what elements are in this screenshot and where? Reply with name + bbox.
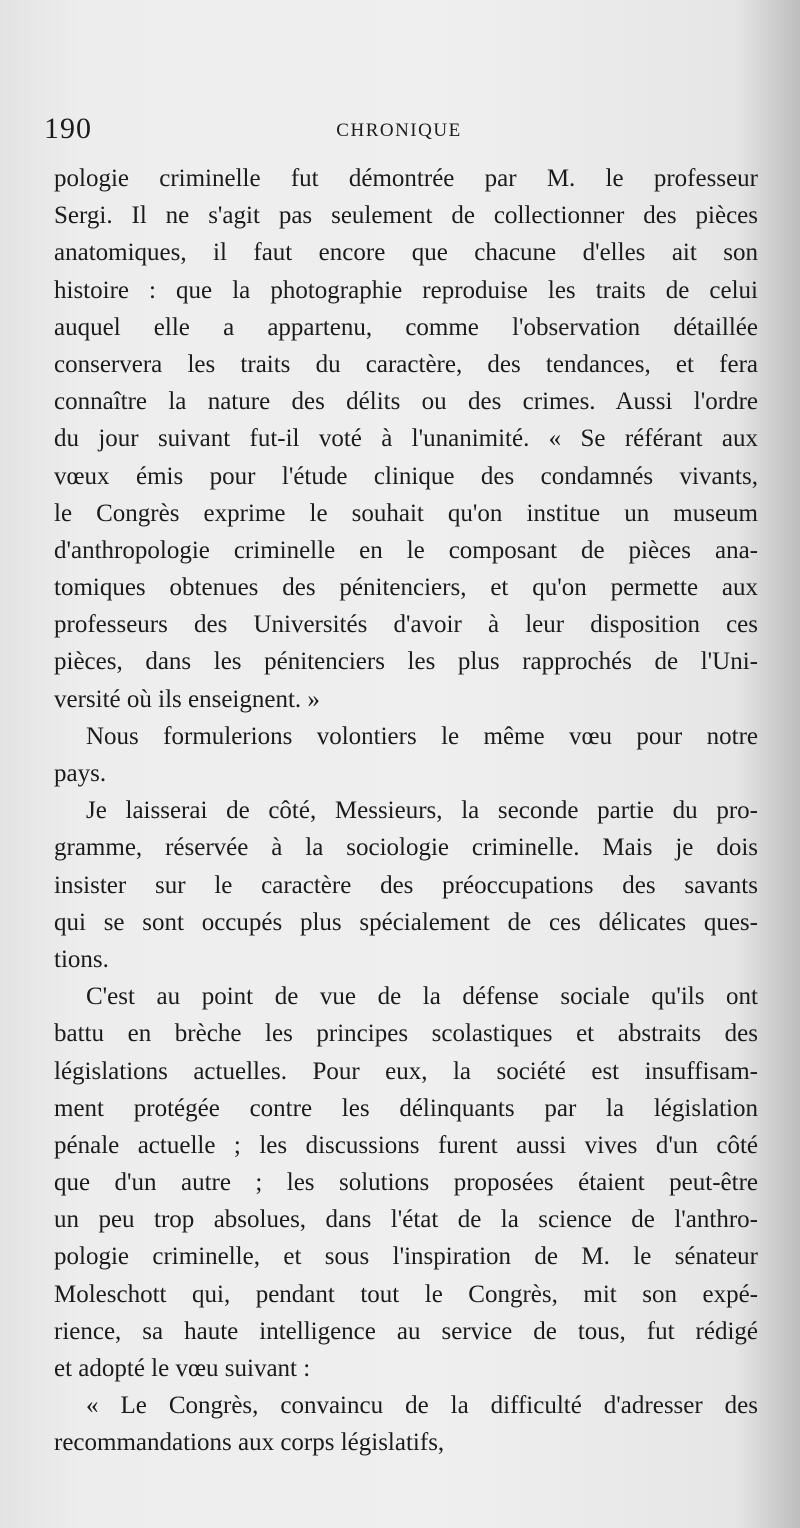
text-line: pièces, dans les pénitenciers les plus rapprochés de l'Uni-: [54, 648, 758, 676]
text-line: rience, sa haute intelligence au service de tous, fut rédigé: [54, 1317, 758, 1345]
text-line: pologie criminelle, et sous l'inspiration de M. le sénateur: [54, 1243, 758, 1271]
body-text: [54, 160, 758, 1462]
text-line: recommandations aux corps législatifs,: [54, 1429, 445, 1457]
text-line: insister sur le caractère des préoccupations des savants: [54, 871, 758, 899]
text-line: « Le Congrès, convaincu de la difficulté d'adresser des: [86, 1392, 758, 1420]
text-line: histoire : que la photographie reproduise les traits de celui: [54, 276, 758, 304]
text-line: Je laisserai de côté, Messieurs, la seconde partie du pro-: [86, 797, 758, 825]
running-head: CHRONIQUE: [336, 120, 462, 141]
text-line: Nous formulerions volontiers le même vœu pour notre: [86, 722, 758, 750]
text-line: qui se sont occupés plus spécialement de ces délicates ques-: [54, 908, 758, 936]
text-line: pologie criminelle fut démontrée par M. le professeur: [54, 165, 758, 192]
text-line: anatomiques, il faut encore que chacune d'elles ait son: [54, 239, 758, 267]
text-line: professeurs des Universités d'avoir à leur disposition ces: [54, 611, 758, 639]
text-line: battu en brèche les principes scolastiques et abstraits des: [54, 1020, 758, 1048]
text-line: auquel elle a appartenu, comme l'observation détaillée: [54, 313, 758, 341]
text-line: gramme, réservée à la sociologie criminelle. Mais je dois: [54, 834, 758, 862]
text-line: et adopté le vœu suivant :: [54, 1355, 311, 1382]
text-line: vœux émis pour l'étude clinique des condamnés vivants,: [54, 462, 758, 490]
text-line: le Congrès exprime le souhait qu'on institue un museum: [54, 499, 758, 527]
text-line: pays.: [54, 760, 107, 787]
text-line: du jour suivant fut-il voté à l'unanimité. « Se référant aux: [54, 425, 758, 453]
text-line: conservera les traits du caractère, des tendances, et fera: [54, 350, 758, 378]
text-line: Moleschott qui, pendant tout le Congrès, mit son expé-: [54, 1280, 758, 1308]
page-number: 190: [44, 112, 92, 145]
text-line: pénale actuelle ; les discussions furent aussi vives d'un côté: [54, 1131, 758, 1159]
text-line: tions.: [54, 945, 109, 973]
text-line: C'est au point de vue de la défense sociale qu'ils ont: [86, 983, 758, 1011]
text-line: versité où ils enseignent. »: [54, 685, 320, 713]
text-line: connaître la nature des délits ou des crimes. Aussi l'ordre: [54, 388, 758, 416]
text-line: ment protégée contre les délinquants par la législation: [54, 1094, 758, 1122]
text-line: d'anthropologie criminelle en le composant de pièces ana-: [54, 536, 758, 564]
text-line: Sergi. Il ne s'agit pas seulement de collectionner des pièces: [54, 202, 758, 230]
text-line: tomiques obtenues des pénitenciers, et qu'on permette aux: [54, 574, 758, 602]
text-line: un peu trop absolues, dans l'état de la science de l'anthro-: [54, 1206, 758, 1234]
text-line: que d'un autre ; les solutions proposées étaient peut-être: [54, 1169, 758, 1197]
page-header: [44, 112, 754, 148]
text-line: législations actuelles. Pour eux, la société est insuffisam-: [54, 1057, 758, 1085]
